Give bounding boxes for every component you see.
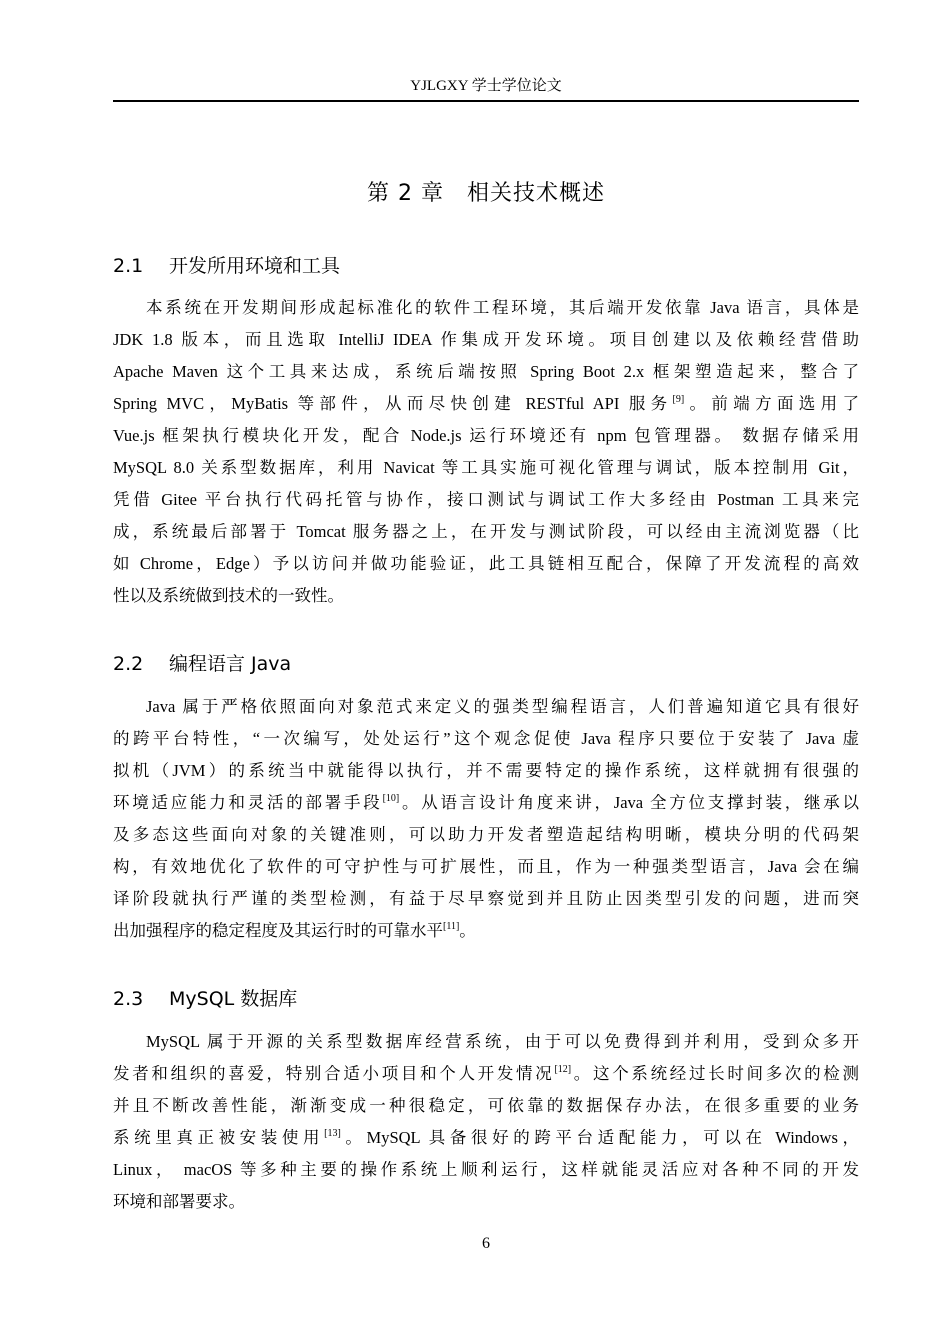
section-2-3-paragraph [113, 1026, 859, 1218]
text-run: Spring MVC，MyBatis 等部件，从而尽快创建 RESTful API 服务 [113, 394, 673, 413]
text-run: 。前端方面选用了 [684, 394, 859, 413]
text-line [113, 484, 859, 516]
text-line [113, 324, 859, 356]
section-number: 2.3 [113, 988, 144, 1010]
citation-ref: [11] [443, 921, 460, 932]
text-run: 环境和部署要求。 [113, 1192, 245, 1211]
text-run: MySQL 属于开源的关系型数据库经营系统，由于可以免费得到并利用，受到众多开 [146, 1032, 859, 1051]
text-line [113, 452, 859, 484]
section-heading-2-2 [113, 650, 859, 678]
text-run: JDK 1.8 版本，而且选取 IntelliJ IDEA 作集成开发环境。项目创建以及依赖经营借助 [113, 330, 859, 349]
text-run: 本系统在开发期间形成起标准化的软件工程环境，其后端开发依靠 Java 语言，具体是 [146, 298, 859, 317]
citation-ref: [13] [324, 1128, 341, 1139]
text-line [113, 420, 859, 452]
text-run: 系统里真正被安装使用 [113, 1128, 325, 1147]
text-run: Vue.js 框架执行模块化开发，配合 Node.js 运行环境还有 npm 包管理器。 数据存储采用 [113, 426, 859, 445]
text-run: Linux， macOS 等多种主要的操作系统上顺利运行，这样就能灵活应对各种不同的开发 [113, 1160, 859, 1179]
text-line [113, 883, 859, 915]
text-run: 的跨平台特性，“一次编写，处处运行”这个观念促使 Java 程序只要位于安装了 Java 虚 [113, 729, 859, 748]
text-run: Java 属于严格依照面向对象范式来定义的强类型编程语言，人们普遍知道它具有很好 [146, 697, 859, 716]
section-title: 编程语言 Java [169, 653, 292, 675]
text-run: 。 [459, 921, 476, 940]
text-line [113, 1122, 859, 1154]
chapter-title: 第 2 章 相关技术概述 [367, 181, 605, 206]
text-line [113, 1058, 859, 1090]
text-run: 性以及系统做到技术的一致性。 [113, 586, 344, 605]
text-run: MySQL 8.0 关系型数据库，利用 Navicat 等工具实施可视化管理与调试，版本控制用 Git， [113, 458, 859, 477]
text-run: 译阶段就执行严谨的类型检测，有益于尽早察觉到并且防止因类型引发的问题，进而突 [113, 889, 859, 908]
text-run: 出加强程序的稳定程度及其运行时的可靠水平 [113, 921, 443, 940]
text-line [113, 1026, 859, 1058]
text-run: 。MySQL 具备很好的跨平台适配能力，可以在 Windows， [340, 1128, 859, 1147]
text-line [113, 787, 859, 819]
text-line [113, 723, 859, 755]
text-line [113, 548, 859, 580]
section-heading-2-1 [113, 252, 859, 280]
text-run: 及多态这些面向对象的关键准则，可以助力开发者塑造起结构明晰，模块分明的代码架 [113, 825, 859, 844]
text-line [113, 580, 859, 612]
text-line [113, 388, 859, 420]
text-line [113, 292, 859, 324]
text-line [113, 356, 859, 388]
text-run: 并且不断改善性能，渐渐变成一种很稳定，可依靠的数据保存办法，在很多重要的业务 [113, 1096, 859, 1115]
text-run: 环境适应能力和灵活的部署手段 [113, 793, 383, 812]
text-run: 。这个系统经过长时间多次的检测 [571, 1064, 860, 1083]
section-number: 2.2 [113, 653, 144, 675]
citation-ref: [9] [672, 394, 685, 405]
text-line [113, 915, 859, 947]
citation-ref: [10] [382, 793, 400, 804]
running-header: YJLGXY 学士学位论文 [410, 78, 562, 94]
section-title: MySQL 数据库 [169, 988, 298, 1010]
text-line [113, 691, 859, 723]
text-run: Apache Maven 这个工具来达成，系统后端按照 Spring Boot 2.x 框架塑造起来，整合了 [113, 362, 859, 381]
text-line [113, 1186, 859, 1218]
text-run: 构，有效地优化了软件的可守护性与可扩展性，而且，作为一种强类型语言，Java 会在编 [113, 857, 859, 876]
text-run: 拟机（JVM）的系统当中就能得以执行，并不需要特定的操作系统，这样就拥有很强的 [113, 761, 859, 780]
text-line [113, 851, 859, 883]
text-line [113, 1154, 859, 1186]
section-2-1-paragraph [113, 292, 859, 612]
header-rule [113, 100, 859, 102]
section-heading-2-3 [113, 985, 859, 1013]
section-2-2-paragraph [113, 691, 859, 947]
section-number: 2.1 [113, 255, 144, 277]
page-number: 6 [482, 1235, 490, 1252]
text-line [113, 819, 859, 851]
text-run: 成，系统最后部署于 Tomcat 服务器之上，在开发与测试阶段，可以经由主流浏览器（比 [113, 522, 859, 541]
section-title: 开发所用环境和工具 [169, 255, 341, 277]
text-line [113, 516, 859, 548]
text-run: 如 Chrome，Edge）予以访问并做功能验证，此工具链相互配合，保障了开发流程的高效 [113, 554, 859, 573]
citation-ref: [12] [554, 1064, 572, 1075]
text-run: 凭借 Gitee 平台执行代码托管与协作，接口测试与调试工作大多经由 Postman 工具来完 [113, 490, 859, 509]
text-line [113, 1090, 859, 1122]
text-line [113, 755, 859, 787]
text-run: 。从语言设计角度来讲，Java 全方位支撑封装，继承以 [399, 793, 860, 812]
text-run: 发者和组织的喜爱，特别合适小项目和个人开发情况 [113, 1064, 555, 1083]
